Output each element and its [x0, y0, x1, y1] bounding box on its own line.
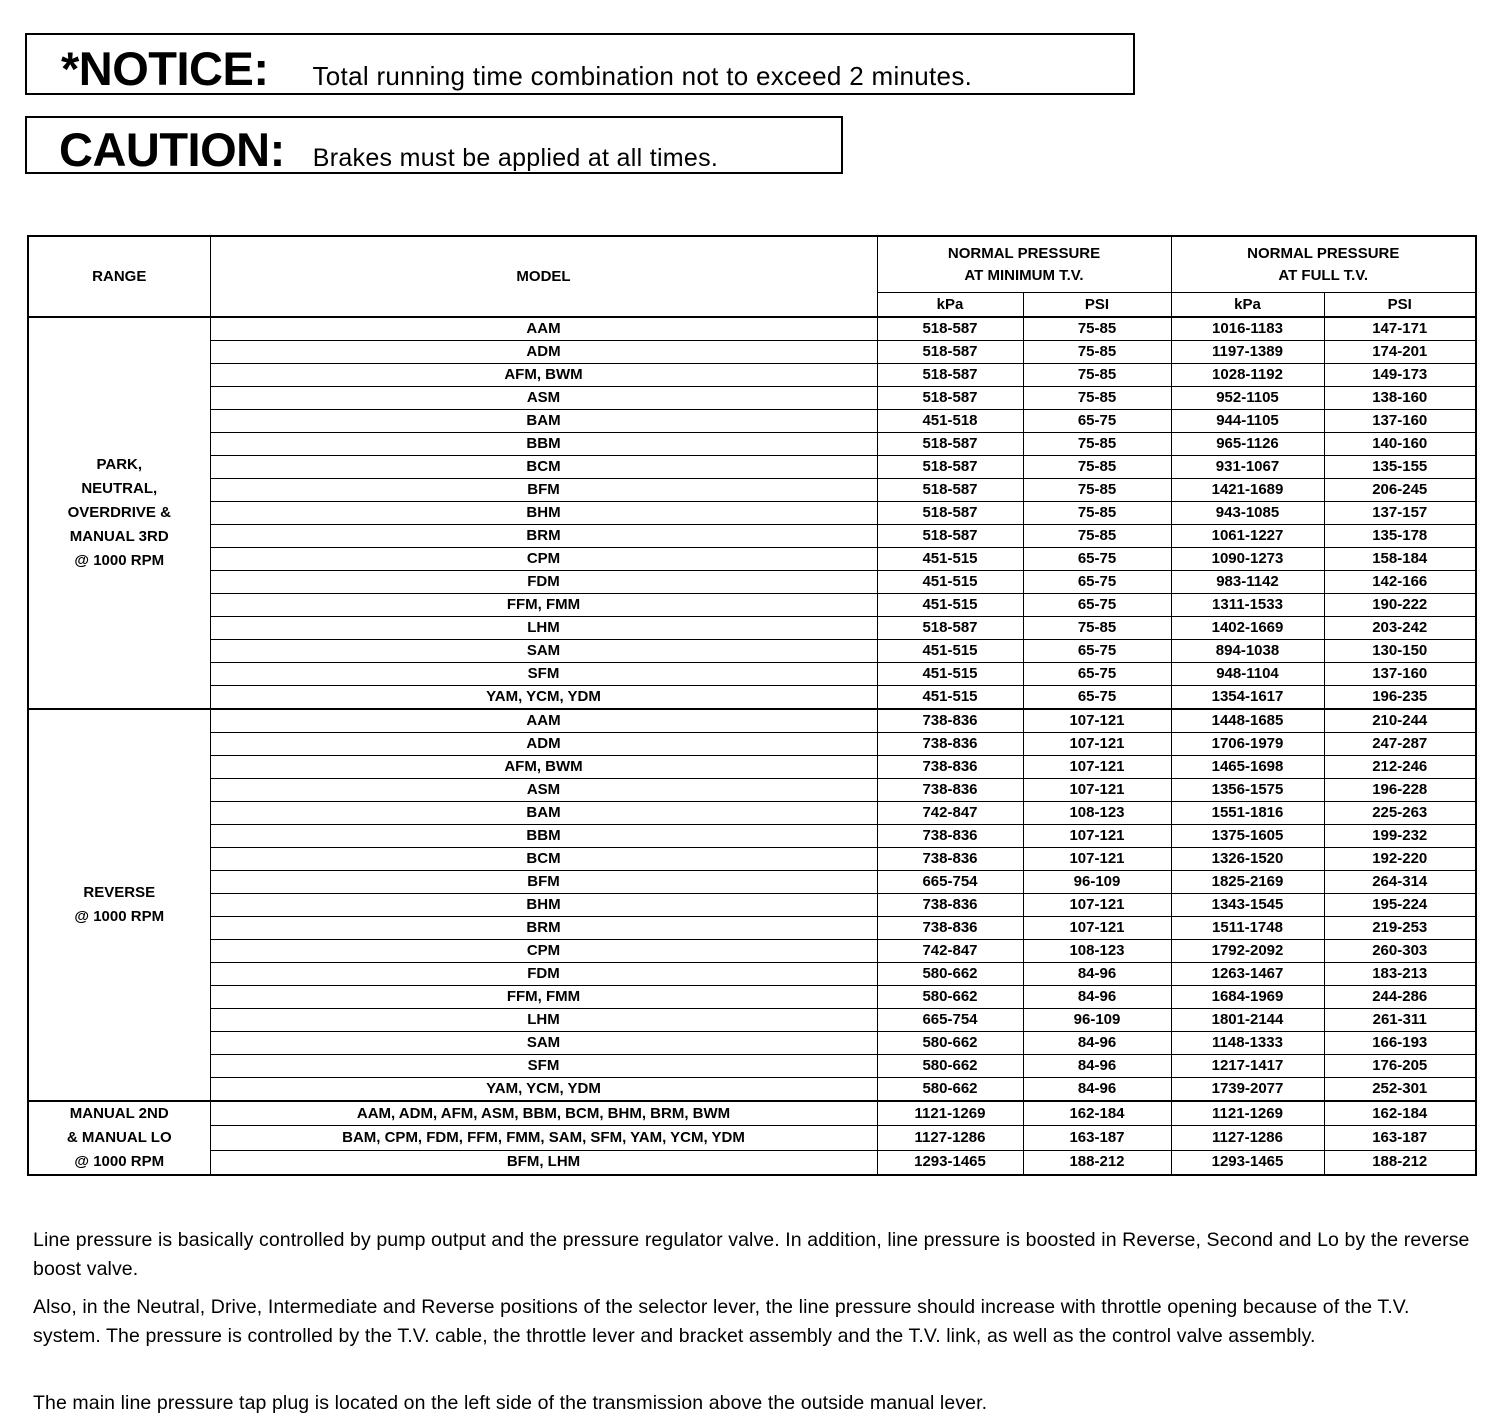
full-kpa-cell: 1016-1183 — [1171, 317, 1324, 341]
model-cell: FFM, FMM — [210, 594, 877, 617]
min-psi-cell: 75-85 — [1023, 433, 1171, 456]
min-kpa-cell: 1121-1269 — [877, 1101, 1023, 1126]
full-kpa-cell: 1127-1286 — [1171, 1126, 1324, 1150]
min-kpa-cell: 738-836 — [877, 825, 1023, 848]
note-paragraph-3 — [33, 1389, 1473, 1418]
model-cell: BAM — [210, 410, 877, 433]
header-min-tv-line1: NORMAL PRESSURE — [947, 244, 1101, 262]
full-kpa-cell: 1028-1192 — [1171, 364, 1324, 387]
min-psi-cell: 75-85 — [1023, 317, 1171, 341]
min-psi-cell: 65-75 — [1023, 663, 1171, 686]
full-psi-cell: 199-232 — [1324, 825, 1476, 848]
table-row — [28, 525, 1476, 548]
table-row — [28, 387, 1476, 410]
header-min-tv-line2: AT MINIMUM T.V. — [964, 266, 1084, 284]
full-kpa-cell: 1825-2169 — [1171, 871, 1324, 894]
min-kpa-cell: 742-847 — [877, 802, 1023, 825]
full-psi-cell: 174-201 — [1324, 341, 1476, 364]
full-kpa-cell: 931-1067 — [1171, 456, 1324, 479]
min-psi-cell: 108-123 — [1023, 802, 1171, 825]
full-psi-cell: 137-160 — [1324, 663, 1476, 686]
model-cell: LHM — [210, 617, 877, 640]
model-cell: FDM — [210, 963, 877, 986]
model-cell: CPM — [210, 548, 877, 571]
min-psi-cell: 65-75 — [1023, 594, 1171, 617]
range-line: OVERDRIVE & — [67, 504, 171, 521]
pressure-table — [27, 235, 1477, 1176]
model-cell: BAM, CPM, FDM, FFM, FMM, SAM, SFM, YAM, YCM, YDM — [210, 1126, 877, 1150]
header-full-kpa: kPa — [1171, 293, 1324, 318]
min-kpa-cell: 1127-1286 — [877, 1126, 1023, 1150]
notice-box — [25, 33, 1135, 95]
full-psi-cell: 190-222 — [1324, 594, 1476, 617]
table-body — [28, 317, 1476, 1175]
full-psi-cell: 147-171 — [1324, 317, 1476, 341]
min-kpa-cell: 518-587 — [877, 317, 1023, 341]
full-kpa-cell: 1684-1969 — [1171, 986, 1324, 1009]
table-row — [28, 871, 1476, 894]
full-psi-cell: 225-263 — [1324, 802, 1476, 825]
table-row — [28, 456, 1476, 479]
model-cell: AAM, ADM, AFM, ASM, BBM, BCM, BHM, BRM, BWM — [210, 1101, 877, 1126]
full-psi-cell: 130-150 — [1324, 640, 1476, 663]
caution-text: Brakes must be applied at all times. — [312, 144, 719, 172]
table-row — [28, 548, 1476, 571]
full-psi-cell: 137-160 — [1324, 410, 1476, 433]
full-psi-cell: 149-173 — [1324, 364, 1476, 387]
model-cell: FDM — [210, 571, 877, 594]
full-kpa-cell: 1326-1520 — [1171, 848, 1324, 871]
min-kpa-cell: 518-587 — [877, 456, 1023, 479]
full-kpa-cell: 965-1126 — [1171, 433, 1324, 456]
header-range: RANGE — [28, 236, 210, 317]
min-psi-cell: 107-121 — [1023, 733, 1171, 756]
model-cell: BFM — [210, 479, 877, 502]
header-min-psi: PSI — [1023, 293, 1171, 318]
note-paragraph-1 — [33, 1226, 1473, 1284]
full-psi-cell: 261-311 — [1324, 1009, 1476, 1032]
model-cell: SFM — [210, 1055, 877, 1078]
table-row — [28, 1101, 1476, 1126]
min-kpa-cell: 738-836 — [877, 917, 1023, 940]
full-kpa-cell: 1311-1533 — [1171, 594, 1324, 617]
min-kpa-cell: 518-587 — [877, 387, 1023, 410]
model-cell: CPM — [210, 940, 877, 963]
caution-box — [25, 116, 843, 174]
full-kpa-cell: 1706-1979 — [1171, 733, 1324, 756]
range-line: PARK, — [96, 456, 143, 473]
header-full-tv — [1171, 236, 1476, 293]
full-psi-cell: 196-235 — [1324, 686, 1476, 710]
min-kpa-cell: 665-754 — [877, 871, 1023, 894]
full-kpa-cell: 1448-1685 — [1171, 709, 1324, 733]
full-psi-cell: 203-242 — [1324, 617, 1476, 640]
min-kpa-cell: 518-587 — [877, 502, 1023, 525]
table-row — [28, 640, 1476, 663]
full-psi-cell: 166-193 — [1324, 1032, 1476, 1055]
min-psi-cell: 107-121 — [1023, 779, 1171, 802]
min-kpa-cell: 451-515 — [877, 640, 1023, 663]
min-psi-cell: 107-121 — [1023, 825, 1171, 848]
model-cell: BAM — [210, 802, 877, 825]
min-kpa-cell: 518-587 — [877, 364, 1023, 387]
table-row — [28, 341, 1476, 364]
model-cell: BBM — [210, 433, 877, 456]
table-row — [28, 364, 1476, 387]
full-kpa-cell: 1421-1689 — [1171, 479, 1324, 502]
min-psi-cell: 84-96 — [1023, 986, 1171, 1009]
full-psi-cell: 212-246 — [1324, 756, 1476, 779]
full-psi-cell: 192-220 — [1324, 848, 1476, 871]
table-row — [28, 802, 1476, 825]
range-line: @ 1000 RPM — [74, 552, 165, 569]
min-psi-cell: 65-75 — [1023, 686, 1171, 710]
table-row — [28, 756, 1476, 779]
table-row — [28, 894, 1476, 917]
range-cell — [28, 709, 210, 1101]
caution-label: CAUTION: — [59, 123, 285, 176]
min-kpa-cell: 451-515 — [877, 571, 1023, 594]
full-kpa-cell: 943-1085 — [1171, 502, 1324, 525]
full-psi-cell: 162-184 — [1324, 1101, 1476, 1126]
table-row — [28, 410, 1476, 433]
full-kpa-cell: 1551-1816 — [1171, 802, 1324, 825]
header-min-tv — [877, 236, 1171, 293]
min-kpa-cell: 580-662 — [877, 1055, 1023, 1078]
table-row — [28, 709, 1476, 733]
model-cell: YAM, YCM, YDM — [210, 1078, 877, 1102]
full-kpa-cell: 948-1104 — [1171, 663, 1324, 686]
min-kpa-cell: 518-587 — [877, 617, 1023, 640]
note-text: Also, in the Neutral, Drive, Intermediate and Reverse positions of the selector lever, the line pressure should increase with throttle opening because of the T.V. system. The pressure is controlled by the T.V. cable, the throttle lever and bracket assembly and the T.V. link, as well as the control valve assembly. — [33, 1296, 1410, 1347]
full-kpa-cell: 1511-1748 — [1171, 917, 1324, 940]
min-psi-cell: 107-121 — [1023, 756, 1171, 779]
full-psi-cell: 176-205 — [1324, 1055, 1476, 1078]
full-psi-cell: 195-224 — [1324, 894, 1476, 917]
min-kpa-cell: 665-754 — [877, 1009, 1023, 1032]
header-min-kpa: kPa — [877, 293, 1023, 318]
full-kpa-cell: 894-1038 — [1171, 640, 1324, 663]
full-kpa-cell: 1402-1669 — [1171, 617, 1324, 640]
full-psi-cell: 210-244 — [1324, 709, 1476, 733]
min-psi-cell: 75-85 — [1023, 364, 1171, 387]
full-psi-cell: 137-157 — [1324, 502, 1476, 525]
full-psi-cell: 219-253 — [1324, 917, 1476, 940]
header-full-tv-line1: NORMAL PRESSURE — [1247, 244, 1400, 262]
full-kpa-cell: 1121-1269 — [1171, 1101, 1324, 1126]
model-cell: LHM — [210, 1009, 877, 1032]
model-cell: AFM, BWM — [210, 364, 877, 387]
table-row — [28, 779, 1476, 802]
min-psi-cell: 75-85 — [1023, 502, 1171, 525]
full-kpa-cell: 1263-1467 — [1171, 963, 1324, 986]
min-psi-cell: 65-75 — [1023, 640, 1171, 663]
full-kpa-cell: 944-1105 — [1171, 410, 1324, 433]
min-psi-cell: 75-85 — [1023, 341, 1171, 364]
table-row — [28, 686, 1476, 710]
model-cell: SFM — [210, 663, 877, 686]
notice-label: *NOTICE: — [61, 42, 269, 95]
full-psi-cell: 138-160 — [1324, 387, 1476, 410]
min-kpa-cell: 451-518 — [877, 410, 1023, 433]
min-kpa-cell: 580-662 — [877, 986, 1023, 1009]
notice-text: Total running time combination not to exceed 2 minutes. — [312, 61, 973, 91]
model-cell: ADM — [210, 733, 877, 756]
full-psi-cell: 140-160 — [1324, 433, 1476, 456]
full-psi-cell: 188-212 — [1324, 1150, 1476, 1175]
min-psi-cell: 75-85 — [1023, 617, 1171, 640]
min-kpa-cell: 738-836 — [877, 756, 1023, 779]
full-kpa-cell: 1061-1227 — [1171, 525, 1324, 548]
min-psi-cell: 75-85 — [1023, 479, 1171, 502]
table-row — [28, 479, 1476, 502]
min-kpa-cell: 738-836 — [877, 894, 1023, 917]
full-kpa-cell: 1801-2144 — [1171, 1009, 1324, 1032]
full-kpa-cell: 1739-2077 — [1171, 1078, 1324, 1102]
min-psi-cell: 108-123 — [1023, 940, 1171, 963]
range-line: MANUAL 2ND — [69, 1105, 169, 1122]
note-paragraph-2 — [33, 1293, 1473, 1351]
min-kpa-cell: 518-587 — [877, 525, 1023, 548]
model-cell: BFM — [210, 871, 877, 894]
table-row — [28, 1078, 1476, 1102]
full-kpa-cell: 1293-1465 — [1171, 1150, 1324, 1175]
table-row — [28, 594, 1476, 617]
min-psi-cell: 96-109 — [1023, 1009, 1171, 1032]
full-psi-cell: 163-187 — [1324, 1126, 1476, 1150]
min-psi-cell: 107-121 — [1023, 848, 1171, 871]
min-psi-cell: 65-75 — [1023, 548, 1171, 571]
model-cell: BBM — [210, 825, 877, 848]
min-psi-cell: 84-96 — [1023, 1055, 1171, 1078]
min-psi-cell: 65-75 — [1023, 410, 1171, 433]
full-kpa-cell: 1356-1575 — [1171, 779, 1324, 802]
range-line: @ 1000 RPM — [74, 908, 165, 925]
min-kpa-cell: 1293-1465 — [877, 1150, 1023, 1175]
note-text: Line pressure is basically controlled by pump output and the pressure regulator valve. In addition, line pressure is boosted in Reverse, Second and Lo by the reverse boost valve. — [33, 1229, 1470, 1280]
model-cell: AFM, BWM — [210, 756, 877, 779]
header-full-tv-line2: AT FULL T.V. — [1278, 266, 1369, 284]
model-cell: BCM — [210, 456, 877, 479]
min-kpa-cell: 451-515 — [877, 594, 1023, 617]
min-psi-cell: 107-121 — [1023, 709, 1171, 733]
table-row — [28, 986, 1476, 1009]
min-psi-cell: 162-184 — [1023, 1101, 1171, 1126]
min-psi-cell: 75-85 — [1023, 525, 1171, 548]
range-cell — [28, 1101, 210, 1175]
min-kpa-cell: 738-836 — [877, 733, 1023, 756]
min-kpa-cell: 518-587 — [877, 433, 1023, 456]
model-cell: AAM — [210, 709, 877, 733]
full-psi-cell: 183-213 — [1324, 963, 1476, 986]
table-row — [28, 617, 1476, 640]
full-kpa-cell: 1148-1333 — [1171, 1032, 1324, 1055]
full-psi-cell: 260-303 — [1324, 940, 1476, 963]
model-cell: BHM — [210, 502, 877, 525]
min-psi-cell: 107-121 — [1023, 917, 1171, 940]
model-cell: BCM — [210, 848, 877, 871]
model-cell: BRM — [210, 917, 877, 940]
min-kpa-cell: 518-587 — [877, 341, 1023, 364]
table-row — [28, 571, 1476, 594]
full-psi-cell: 247-287 — [1324, 733, 1476, 756]
table-row — [28, 1055, 1476, 1078]
min-kpa-cell: 742-847 — [877, 940, 1023, 963]
min-psi-cell: 84-96 — [1023, 963, 1171, 986]
full-psi-cell: 206-245 — [1324, 479, 1476, 502]
min-kpa-cell: 580-662 — [877, 1078, 1023, 1102]
min-psi-cell: 75-85 — [1023, 456, 1171, 479]
table-row — [28, 825, 1476, 848]
min-kpa-cell: 451-515 — [877, 548, 1023, 571]
full-kpa-cell: 1792-2092 — [1171, 940, 1324, 963]
min-kpa-cell: 451-515 — [877, 663, 1023, 686]
table-row — [28, 317, 1476, 341]
full-kpa-cell: 1217-1417 — [1171, 1055, 1324, 1078]
model-cell: BHM — [210, 894, 877, 917]
full-psi-cell: 135-178 — [1324, 525, 1476, 548]
full-psi-cell: 135-155 — [1324, 456, 1476, 479]
range-line: MANUAL 3RD — [69, 528, 169, 545]
table-row — [28, 940, 1476, 963]
model-cell: ADM — [210, 341, 877, 364]
min-kpa-cell: 738-836 — [877, 709, 1023, 733]
full-kpa-cell: 1465-1698 — [1171, 756, 1324, 779]
model-cell: SAM — [210, 1032, 877, 1055]
min-psi-cell: 163-187 — [1023, 1126, 1171, 1150]
min-kpa-cell: 451-515 — [877, 686, 1023, 710]
range-cell — [28, 317, 210, 709]
min-psi-cell: 96-109 — [1023, 871, 1171, 894]
table-row — [28, 917, 1476, 940]
model-cell: FFM, FMM — [210, 986, 877, 1009]
model-cell: BFM, LHM — [210, 1150, 877, 1175]
range-line: & MANUAL LO — [66, 1129, 172, 1146]
min-psi-cell: 107-121 — [1023, 894, 1171, 917]
table-row — [28, 848, 1476, 871]
model-cell: AAM — [210, 317, 877, 341]
model-cell: ASM — [210, 387, 877, 410]
min-kpa-cell: 738-836 — [877, 848, 1023, 871]
min-psi-cell: 188-212 — [1023, 1150, 1171, 1175]
full-psi-cell: 264-314 — [1324, 871, 1476, 894]
min-kpa-cell: 738-836 — [877, 779, 1023, 802]
table-row — [28, 963, 1476, 986]
full-kpa-cell: 1197-1389 — [1171, 341, 1324, 364]
full-kpa-cell: 1090-1273 — [1171, 548, 1324, 571]
full-kpa-cell: 1375-1605 — [1171, 825, 1324, 848]
full-kpa-cell: 952-1105 — [1171, 387, 1324, 410]
table-row — [28, 733, 1476, 756]
full-psi-cell: 196-228 — [1324, 779, 1476, 802]
range-line: NEUTRAL, — [81, 480, 158, 497]
min-psi-cell: 75-85 — [1023, 387, 1171, 410]
full-kpa-cell: 983-1142 — [1171, 571, 1324, 594]
model-cell: YAM, YCM, YDM — [210, 686, 877, 710]
model-cell: ASM — [210, 779, 877, 802]
full-kpa-cell: 1354-1617 — [1171, 686, 1324, 710]
full-psi-cell: 252-301 — [1324, 1078, 1476, 1102]
min-psi-cell: 84-96 — [1023, 1032, 1171, 1055]
min-kpa-cell: 518-587 — [877, 479, 1023, 502]
range-line: @ 1000 RPM — [74, 1153, 165, 1170]
model-cell: SAM — [210, 640, 877, 663]
min-kpa-cell: 580-662 — [877, 1032, 1023, 1055]
min-kpa-cell: 580-662 — [877, 963, 1023, 986]
table-row — [28, 1032, 1476, 1055]
full-kpa-cell: 1343-1545 — [1171, 894, 1324, 917]
min-psi-cell: 84-96 — [1023, 1078, 1171, 1102]
note-text: The main line pressure tap plug is located on the left side of the transmission above the outside manual lever. — [33, 1392, 988, 1414]
header-full-psi: PSI — [1324, 293, 1476, 318]
table-row — [28, 1126, 1476, 1150]
table-row — [28, 1009, 1476, 1032]
table-row — [28, 433, 1476, 456]
table-row — [28, 502, 1476, 525]
full-psi-cell: 142-166 — [1324, 571, 1476, 594]
min-psi-cell: 65-75 — [1023, 571, 1171, 594]
full-psi-cell: 244-286 — [1324, 986, 1476, 1009]
table-row — [28, 1150, 1476, 1175]
full-psi-cell: 158-184 — [1324, 548, 1476, 571]
header-model: MODEL — [210, 236, 877, 317]
table-row — [28, 663, 1476, 686]
range-line: REVERSE — [83, 884, 156, 901]
model-cell: BRM — [210, 525, 877, 548]
